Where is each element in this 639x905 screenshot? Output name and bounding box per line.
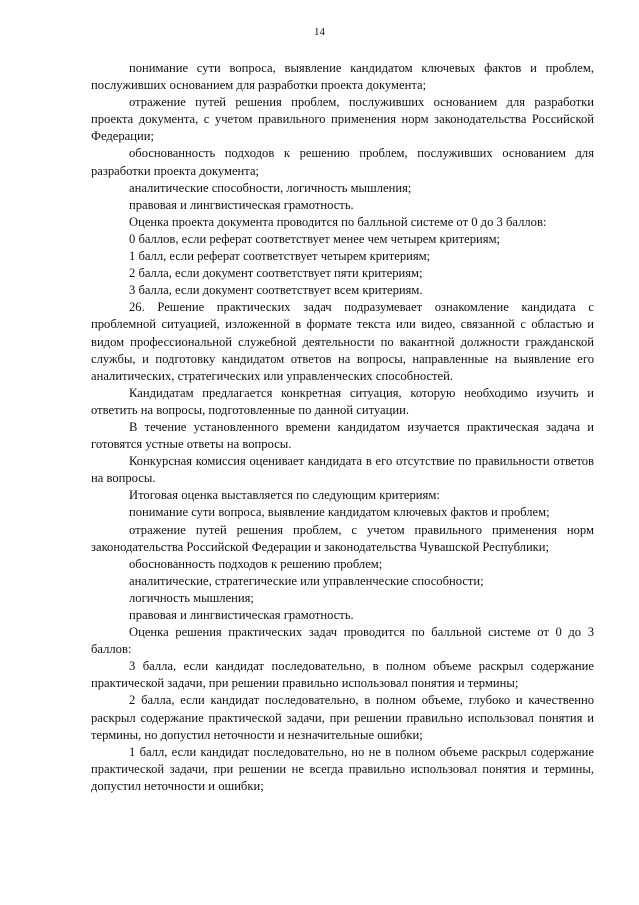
paragraph: Кандидатам предлагается конкретная ситуация, которую необходимо изучить и ответить на вопросы, подготовленные по данной ситуации. — [91, 385, 594, 417]
paragraph: 2 балла, если кандидат последовательно, в полном объеме, глубоко и качественно раскрыл содержание практической задачи, при решении правильно использовал понятия и термины, но допустил неточности и незначительные ошибки; — [91, 693, 594, 742]
paragraph: В течение установленного времени кандидатом изучается практическая задача и готовятся устные ответы на вопросы. — [91, 419, 594, 452]
paragraph: 0 баллов, если реферат соответствует менее чем четырем критериям; — [129, 231, 501, 246]
paragraph: обоснованность подходов к решению проблем; — [129, 556, 383, 571]
paragraph: аналитические способности, логичность мышления; — [129, 180, 412, 195]
document-body — [91, 60, 594, 795]
page-number: 14 — [314, 26, 325, 38]
paragraph: отражение путей решения проблем, послуживших основанием для разработки проекта документа, с учетом правильного применения норм законодательства Российской Федерации; — [91, 95, 594, 144]
paragraph: обоснованность подходов к решению проблем, послуживших основанием для разработки проекта документа; — [91, 146, 594, 178]
paragraph: понимание сути вопроса, выявление кандидатом ключевых фактов и проблем; — [129, 505, 550, 520]
paragraph: Оценка проекта документа проводится по балльной системе от 0 до 3 баллов: — [129, 214, 547, 229]
paragraph: Оценка решения практических задач проводится по балльной системе от 0 до 3 баллов: — [91, 625, 594, 657]
paragraph: отражение путей решения проблем, с учетом правильного применения норм законодательства Российской Федерации и законодательства Чувашской Республики; — [91, 522, 594, 554]
paragraph: аналитические, стратегические или управленческие способности; — [129, 573, 484, 588]
paragraph: 1 балл, если реферат соответствует четырем критериям; — [129, 249, 431, 264]
paragraph: понимание сути вопроса, выявление кандидатом ключевых фактов и проблем, послуживших основанием для разработки проекта документа; — [91, 61, 594, 93]
paragraph: логичность мышления; — [129, 590, 254, 605]
paragraph: Итоговая оценка выставляется по следующим критериям: — [129, 488, 440, 503]
paragraph: 2 балла, если документ соответствует пяти критериям; — [129, 266, 423, 281]
paragraph: 1 балл, если кандидат последовательно, но не в полном объеме раскрыл содержание практической задачи, при решении не всегда правильно использовал понятия и термины, допустил неточности и ошибки; — [91, 744, 594, 793]
paragraph: Конкурсная комиссия оценивает кандидата в его отсутствие по правильности ответов на вопросы. — [91, 454, 594, 486]
paragraph: 3 балла, если кандидат последовательно, в полном объеме раскрыл содержание практической задачи, при решении правильно использовал понятия и термины; — [91, 659, 594, 691]
paragraph: 3 балла, если документ соответствует всем критериям. — [129, 283, 423, 298]
paragraph: правовая и лингвистическая грамотность. — [129, 197, 354, 212]
paragraph: 26. Решение практических задач подразумевает ознакомление кандидата с проблемной ситуацией, изложенной в формате текста или видео, связанной с областью и видом профессиональной служебной деятельности по вакантной должности гражданской службы, и подготовку кандидатом ответов на вопросы, направленные на выявление его аналитических, стратегических или управленческих способностей. — [91, 300, 594, 383]
paragraph: правовая и лингвистическая грамотность. — [129, 608, 354, 622]
